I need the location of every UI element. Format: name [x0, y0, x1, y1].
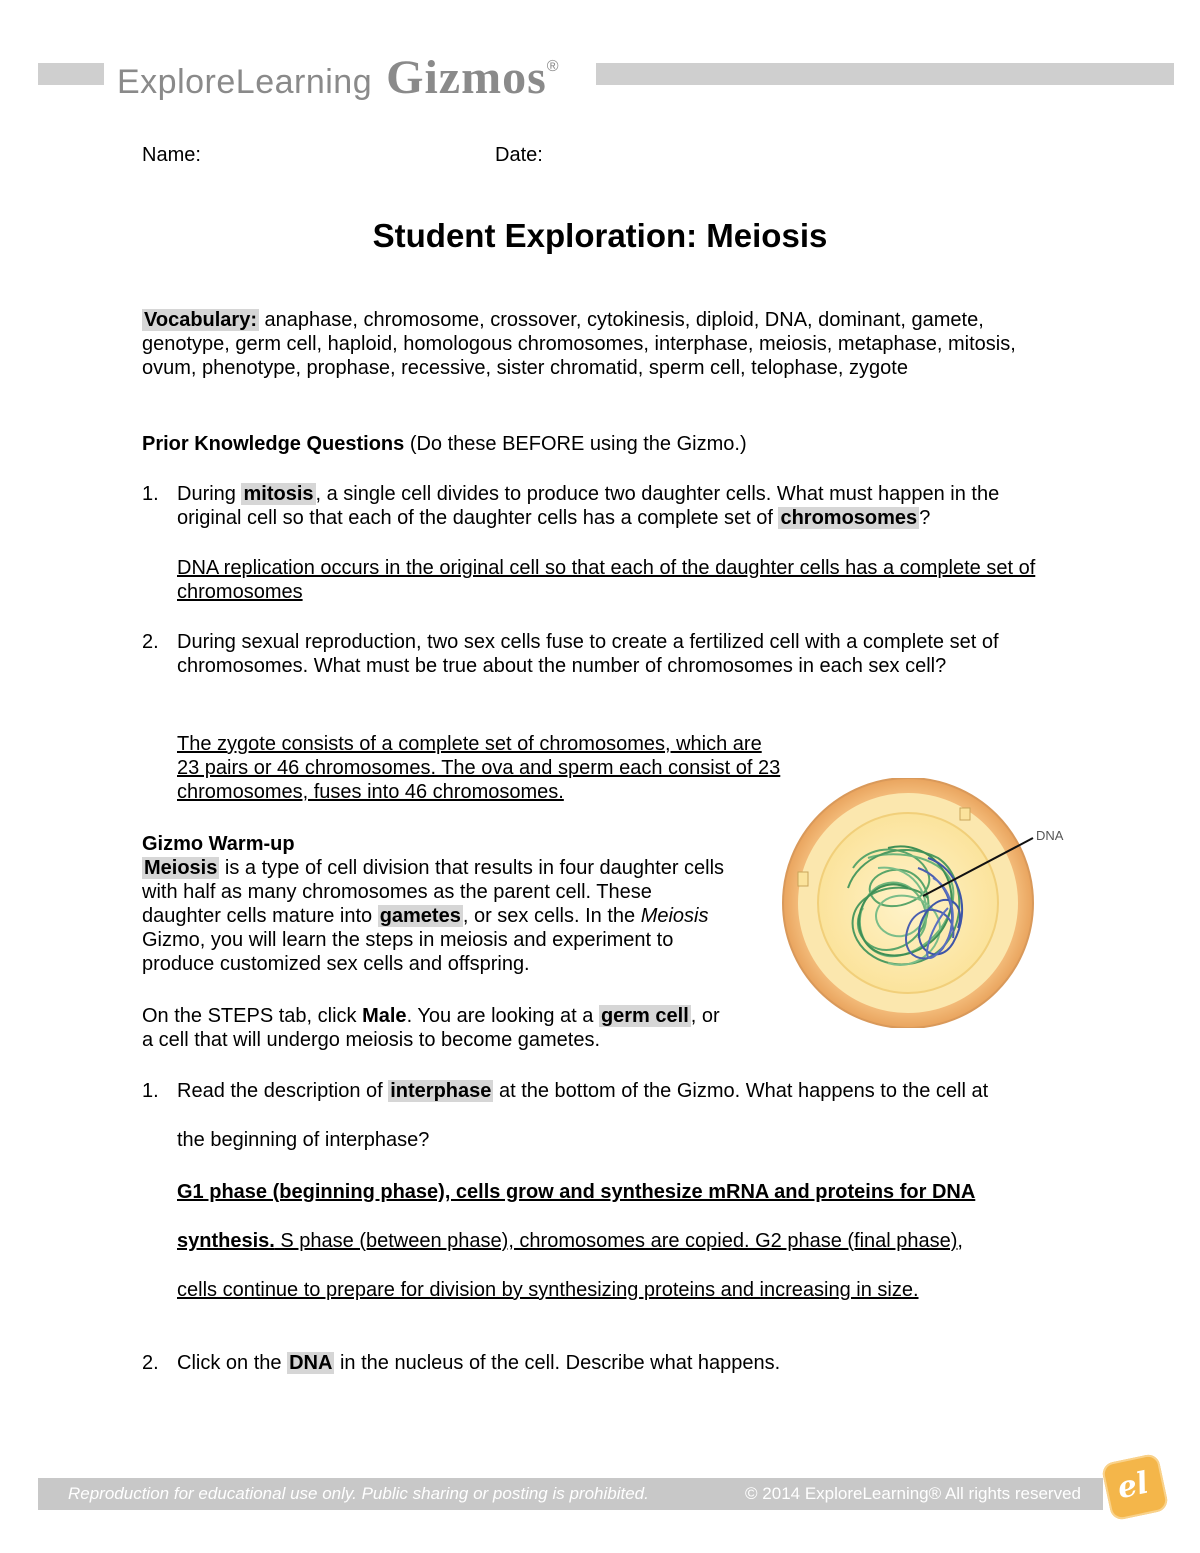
header-bar-right	[596, 63, 1174, 85]
brand-explorelearning: ExploreLearning	[117, 63, 373, 101]
male-button-label: Male	[362, 1005, 407, 1027]
warmup-heading: Gizmo Warm-up	[142, 833, 295, 855]
prior-q2-answer: The zygote consists of a complete set of chromosomes, which are 23 pairs or 46 chromosomes. The ova and sperm each consist of 23 chromosomes, fuses into 46 chromosomes.	[177, 733, 781, 803]
term-gametes: gametes	[379, 905, 461, 927]
warmup-q1-answer-line3: cells continue to prepare for division by synthesizing proteins and increasing in size.	[177, 1279, 919, 1301]
prior-knowledge-note: (Do these BEFORE using the Gizmo.)	[404, 433, 747, 455]
name-label: Name:	[142, 144, 201, 166]
cell-figure	[778, 778, 1078, 1028]
warmup-q1-text	[177, 1079, 1062, 1103]
warmup-p2-text-b: . You are looking at a	[406, 1005, 599, 1027]
brand-registered-mark: ®	[546, 58, 559, 75]
vocabulary-text: anaphase, chromosome, crossover, cytokinesis, diploid, DNA, dominant, gamete, genotype, germ cell, haploid, homologous chromosomes, interphase, meiosis, metaphase, mitosis, ovum, phenotype, prophase, recessive, sister chromatid, sperm cell, telophase, zygote	[142, 309, 1016, 379]
prior-q1-text-a: During	[177, 483, 242, 505]
brand-gizmos: Gizmos	[386, 51, 547, 104]
page-title: Student Exploration: Meiosis	[372, 217, 828, 254]
footer-bar	[38, 1478, 1103, 1510]
warmup-q1-answer-rest: S phase (between phase), chromosomes are copied. G2 phase (final phase),	[274, 1230, 963, 1252]
term-chromosomes: chromosomes	[780, 507, 918, 529]
date-label: Date:	[495, 144, 543, 166]
dna-label: DNA	[1036, 828, 1064, 843]
warmup-paragraph-1	[142, 856, 727, 976]
warmup-q1-text-line2: the beginning of interphase?	[177, 1129, 430, 1151]
warmup-q1-number: 1.	[142, 1080, 159, 1102]
prior-knowledge-heading-line	[142, 432, 1062, 456]
header-bar-left	[38, 63, 104, 85]
warmup-q1-answer-line2	[177, 1229, 1077, 1253]
warmup-p1-italic: Meiosis	[640, 905, 709, 927]
term-meiosis: Meiosis	[144, 857, 218, 879]
prior-q2-number: 2.	[142, 631, 159, 653]
prior-q1-text	[177, 482, 1062, 530]
warmup-p1-text-c: Gizmo, you will learn the steps in meiosis and experiment to produce customized sex cells and offspring.	[142, 929, 674, 975]
warmup-p1-text-b: , or sex cells. In the	[462, 905, 641, 927]
footer-disclaimer: Reproduction for educational use only. Public sharing or posting is prohibited.	[68, 1484, 649, 1503]
prior-q1-answer: DNA replication occurs in the original cell so that each of the daughter cells has a complete set of chromosomes	[177, 557, 1036, 603]
term-interphase: interphase	[390, 1080, 492, 1102]
prior-knowledge-heading: Prior Knowledge Questions	[142, 433, 405, 455]
term-mitosis: mitosis	[243, 483, 314, 505]
warmup-q2-text-a: Click on the	[177, 1352, 288, 1374]
term-dna: DNA	[289, 1352, 333, 1374]
prior-q1-number: 1.	[142, 483, 159, 505]
warmup-q2-text	[177, 1351, 1077, 1375]
centriole-left	[798, 872, 808, 886]
warmup-q1-answer-line1: G1 phase (beginning phase), cells grow and synthesize mRNA and proteins for DNA	[177, 1181, 976, 1203]
centriole-top	[960, 808, 970, 820]
explorelearning-badge-icon	[1101, 1453, 1170, 1522]
term-germ-cell: germ cell	[600, 1005, 689, 1027]
warmup-q1-text-b: at the bottom of the Gizmo. What happens to the cell at	[493, 1080, 989, 1102]
warmup-p1-text-a: is a type of cell division that results in four daughter cells with half as many chromosomes as the parent cell. These daughter cells mature into	[142, 857, 725, 927]
warmup-p2-text-c: , or a cell that will undergo meiosis to become gametes.	[142, 1005, 720, 1051]
footer-copyright: © 2014 ExploreLearning® All rights reserved	[745, 1484, 1081, 1503]
prior-q2-text: During sexual reproduction, two sex cells fuse to create a fertilized cell with a complete set of chromosomes. What must be true about the number of chromosomes in each sex cell?	[177, 631, 999, 677]
vocabulary-block	[142, 308, 1062, 380]
warmup-paragraph-2	[142, 1004, 727, 1052]
badge-text: el	[1114, 1465, 1152, 1507]
warmup-q2-number: 2.	[142, 1352, 159, 1374]
warmup-q1-text-a: Read the description of	[177, 1080, 389, 1102]
prior-q1-text-b: , a single cell divides to produce two daughter cells. What must happen in the original cell so that each of the daughter cells has a complete set of	[177, 483, 1000, 529]
prior-q1-text-c: ?	[919, 507, 931, 529]
warmup-q2-text-b: in the nucleus of the cell. Describe what happens.	[334, 1352, 781, 1374]
warmup-p2-text-a: On the STEPS tab, click	[142, 1005, 363, 1027]
vocabulary-label: Vocabulary:	[144, 309, 257, 331]
warmup-q1-answer-bold: synthesis.	[177, 1230, 275, 1252]
brand-logo	[117, 50, 559, 105]
